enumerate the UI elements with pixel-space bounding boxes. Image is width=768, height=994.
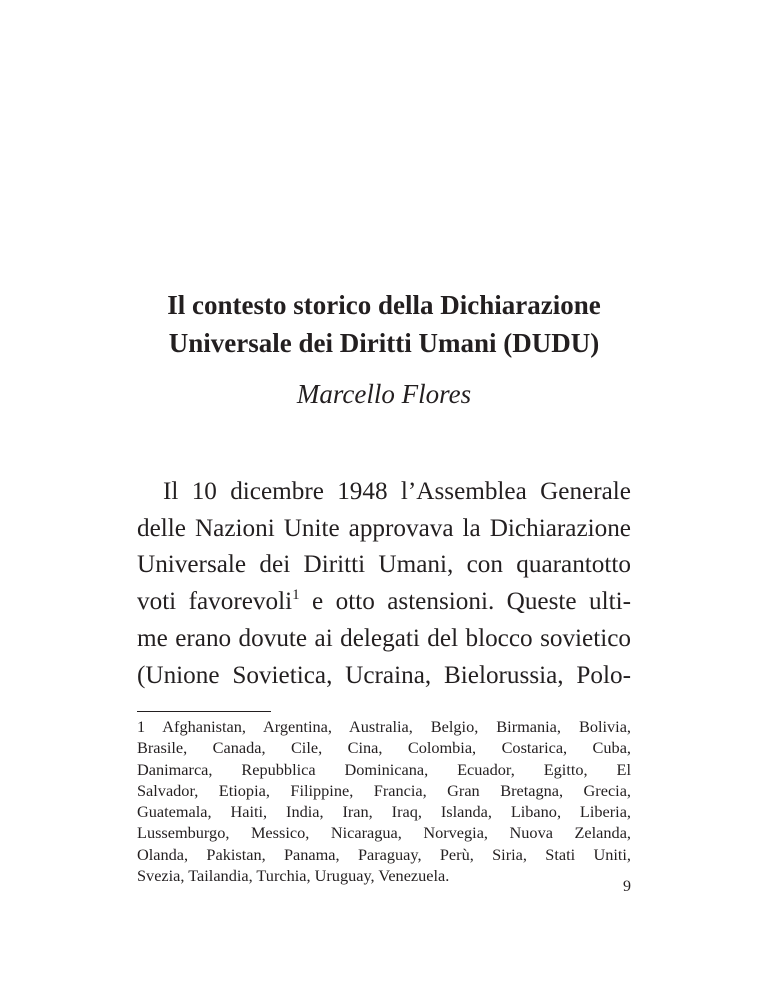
body-paragraph xyxy=(137,474,631,694)
body-line: delle Nazioni Unite approvava la Dichiarazione xyxy=(137,514,631,542)
footnote-line: Danimarca, Repubblica Dominicana, Ecuador, Egitto, El xyxy=(137,759,631,779)
body-line-text: voti favorevoli xyxy=(137,588,293,616)
chapter-title-line-2: Universale dei Diritti Umani (DUDU) xyxy=(168,328,600,358)
footnote-separator xyxy=(137,711,271,712)
page-number: 9 xyxy=(623,878,631,895)
footnote-reference[interactable]: 1 xyxy=(292,587,300,604)
chapter-title xyxy=(100,286,668,362)
author-name: Marcello Flores xyxy=(296,379,472,409)
body-line: (Unione Sovietica, Ucraina, Bielorussia, Polo- xyxy=(137,661,631,689)
footnote-line: Svezia, Tailandia, Turchia, Uruguay, Venezuela. xyxy=(137,866,450,886)
body-line: Universale dei Diritti Umani, con quarantotto xyxy=(137,551,631,579)
footnote-line: 1 Afghanistan, Argentina, Australia, Belgio, Birmania, Bolivia, xyxy=(137,717,631,736)
footnote-line: Lussemburgo, Messico, Nicaragua, Norvegia, Nuova Zelanda, xyxy=(137,823,631,843)
footnote-line: Brasile, Canada, Cile, Cina, Colombia, Costarica, Cuba, xyxy=(137,738,631,758)
body-line xyxy=(137,584,631,621)
body-line-text: e otto astensioni. Queste ulti- xyxy=(299,588,631,616)
footnote-line: Olanda, Pakistan, Panama, Paraguay, Perù, Siria, Stati Uniti, xyxy=(137,844,631,864)
footnote-line: Guatemala, Haiti, India, Iran, Iraq, Islanda, Libano, Liberia, xyxy=(137,802,631,822)
body-line: me erano dovute ai delegati del blocco sovietico xyxy=(137,624,631,652)
chapter-title-line-1: Il contesto storico della Dichiarazione xyxy=(167,290,601,320)
footnote xyxy=(137,716,631,886)
body-line: Il 10 dicembre 1948 l’Assemblea Generale xyxy=(163,478,631,505)
footnote-line: Salvador, Etiopia, Filippine, Francia, Gran Bretagna, Grecia, xyxy=(137,780,631,800)
